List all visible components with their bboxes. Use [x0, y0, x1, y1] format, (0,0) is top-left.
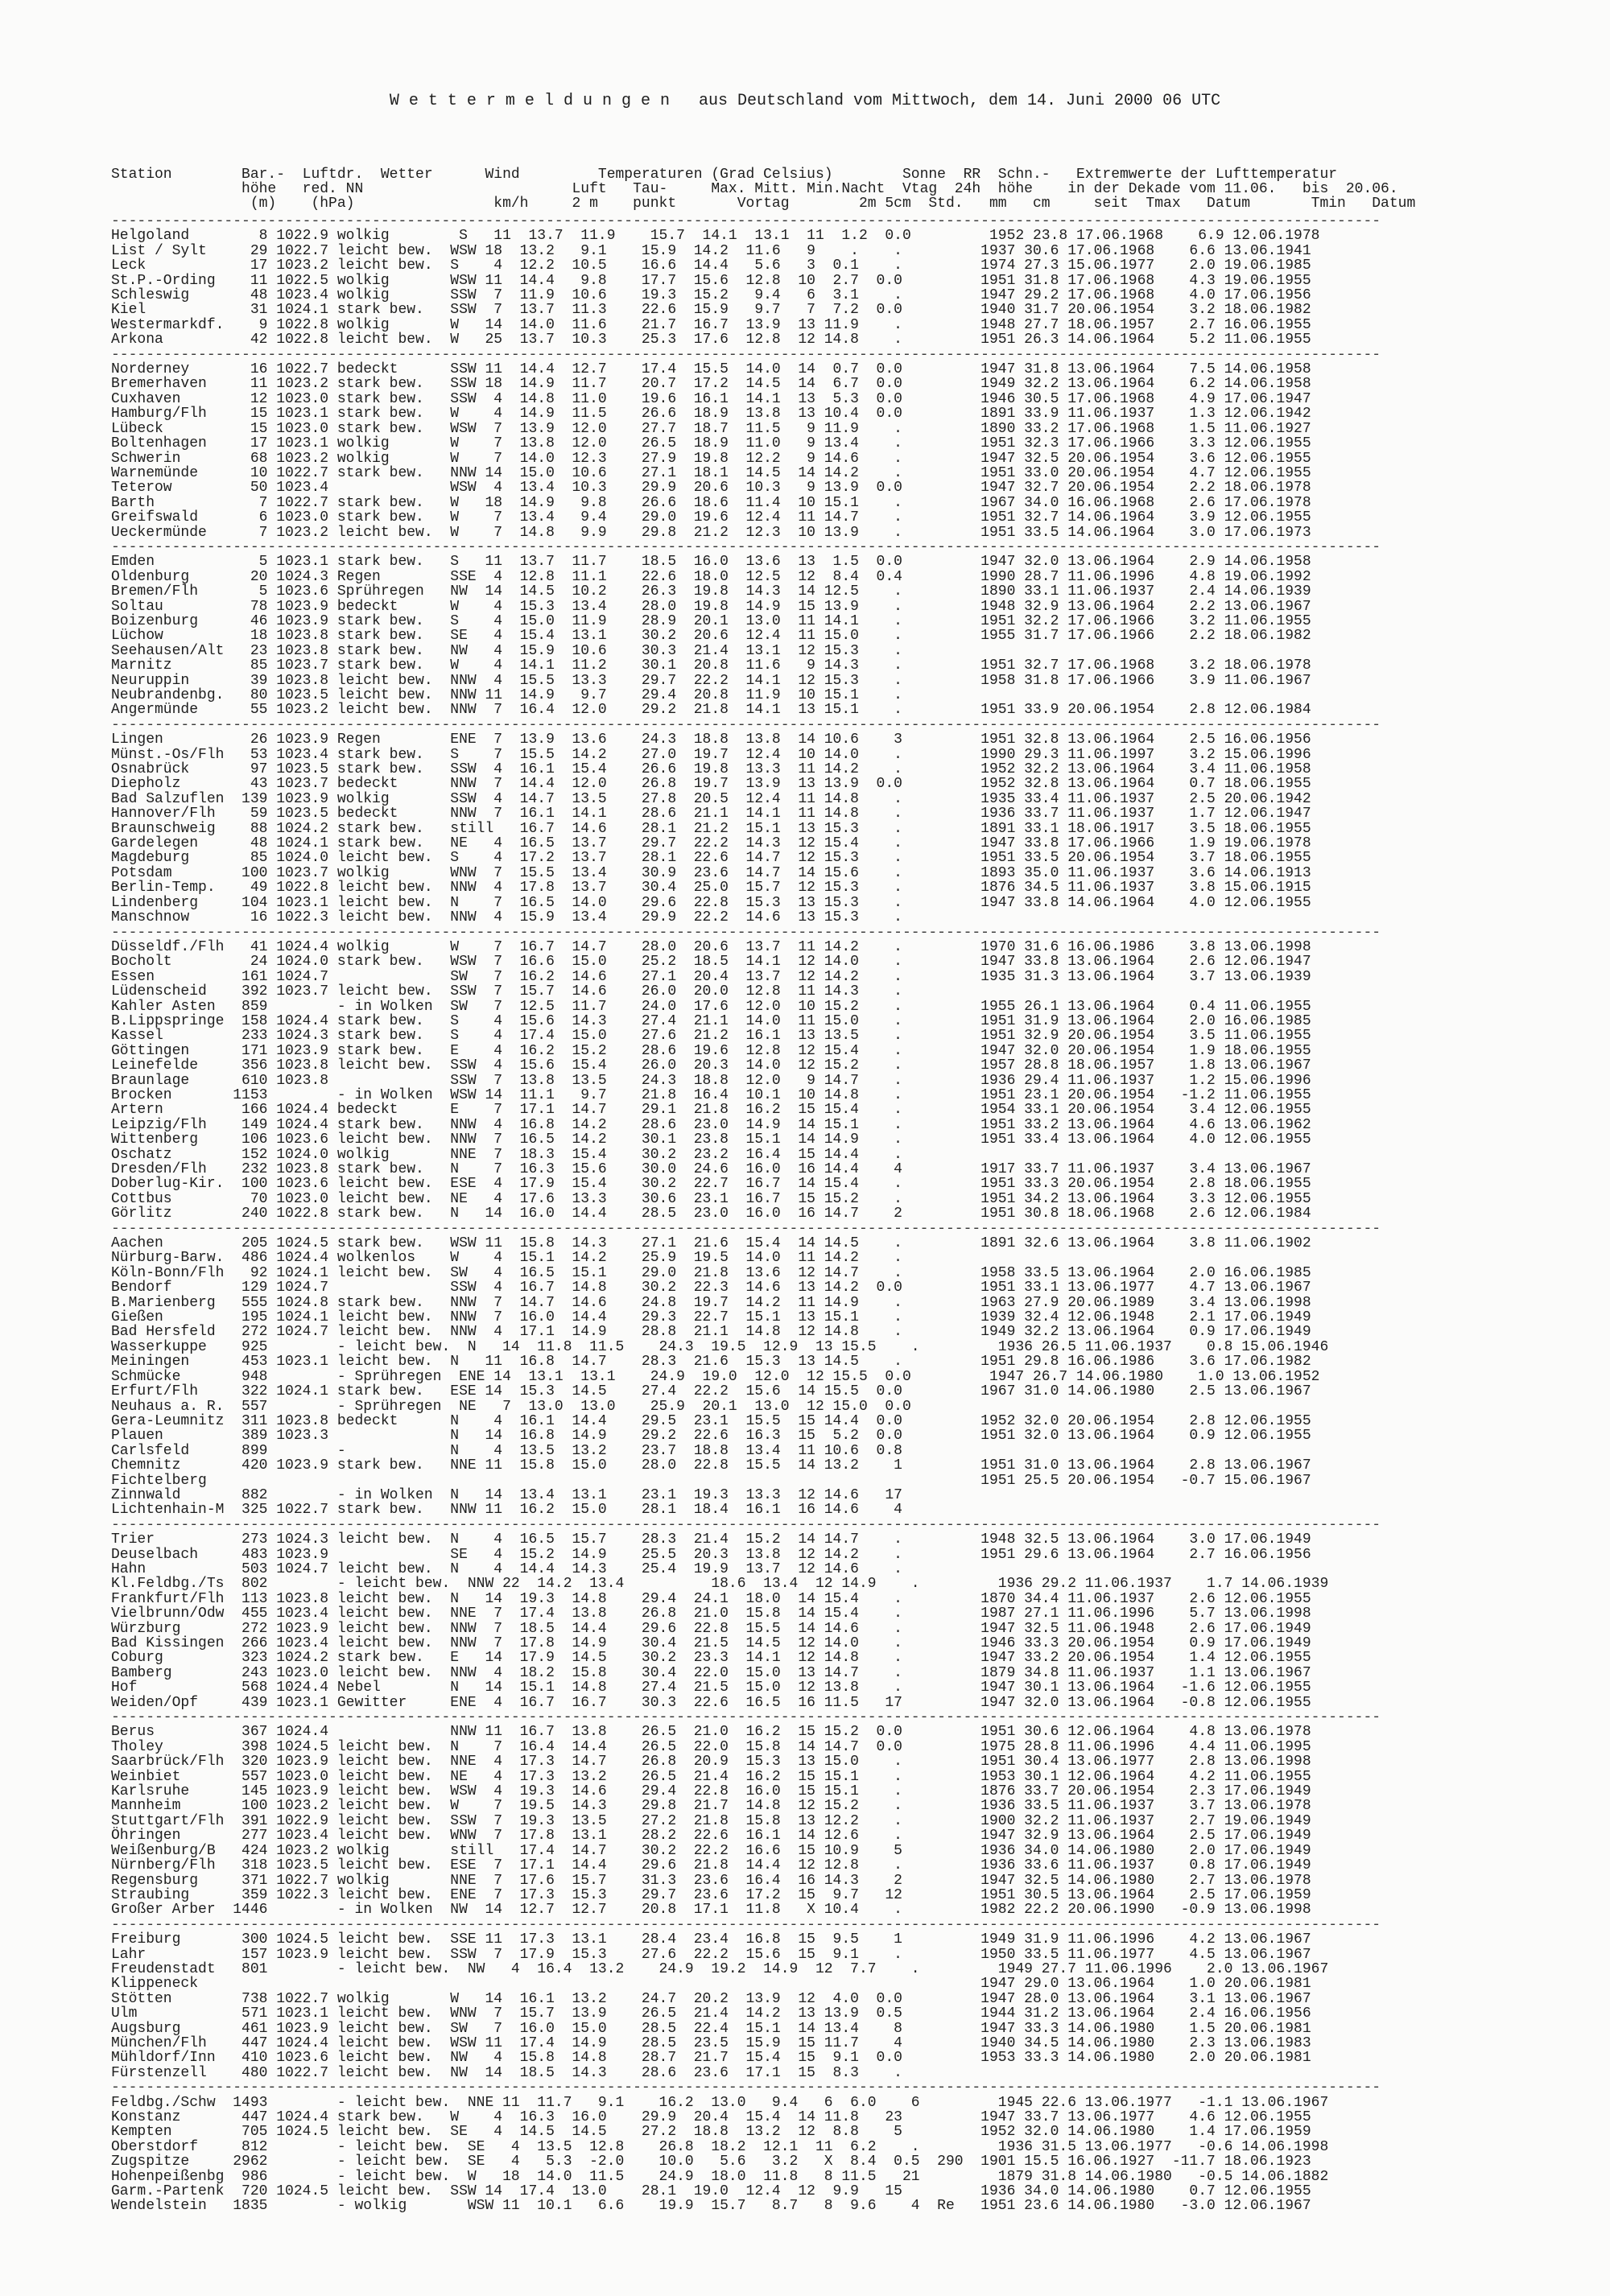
station-row: Chemnitz 420 1023.9 stark bew. NNE 11 15.8 15.0 28.0 22.8 15.5 14 13.2 1 1951 31.0 13.06.1964 2.8 13.06.1967: [111, 1457, 1311, 1474]
station-row: Weinbiet 557 1023.0 leicht bew. NE 4 17.3 13.2 26.5 21.4 16.2 15 15.1 . 1953 30.1 12.06.1964 4.2 11.06.1955: [111, 1768, 1311, 1785]
station-row: Leipzig/Flh 149 1024.4 stark bew. NNW 4 16.8 14.2 28.6 23.0 14.9 14 15.1 . 1951 33.2 13.06.1964 4.6 13.06.1962: [111, 1116, 1311, 1133]
station-row: Essen 161 1024.7 SW 7 16.2 14.6 27.1 20.4 13.7 12 14.2 . 1935 31.3 13.06.1964 3.7 13.06.1939: [111, 968, 1311, 985]
group-separator: --------------------------------------------------------------------------------------------------------------------------------------------------: [111, 1709, 1381, 1726]
station-row: Berus 367 1024.4 NNW 11 16.7 13.8 26.5 21.0 16.2 15 15.2 0.0 1951 30.6 12.06.1964 4.8 13.06.1978: [111, 1724, 1311, 1741]
station-row: Cottbus 70 1023.0 leicht bew. NE 4 17.6 13.3 30.6 23.1 16.7 15 15.2 . 1951 34.2 13.06.1964 3.3 12.06.1955: [111, 1190, 1311, 1207]
station-row: Weißenburg/B 424 1023.2 wolkig still 17.4 14.7 30.2 22.2 16.6 15 10.9 5 1936 34.0 14.06.1980 2.0 17.06.1949: [111, 1842, 1311, 1859]
station-row: Diepholz 43 1023.7 bedeckt NNW 7 14.4 12.0 26.8 19.7 13.9 13 13.9 0.0 1952 32.8 13.06.1964 0.7 18.06.1955: [111, 776, 1311, 793]
station-row: Teterow 50 1023.4 WSW 4 13.4 10.3 29.9 20.6 10.3 9 13.9 0.0 1947 32.7 20.06.1954 2.2 18.06.1978: [111, 480, 1311, 497]
station-row: Wittenberg 106 1023.6 leicht bew. NNW 7 16.5 14.2 30.1 23.8 15.1 14 14.9 . 1951 33.4 13.06.1964 4.0 12.06.1955: [111, 1132, 1311, 1148]
station-row: Lüchow 18 1023.8 stark bew. SE 4 15.4 13.1 30.2 20.6 12.4 11 15.0 . 1955 31.7 17.06.1966 2.2 18.06.1982: [111, 628, 1311, 645]
station-row: Köln-Bonn/Flh 92 1024.1 leicht bew. SW 4 16.5 15.1 29.0 21.8 13.6 12 14.7 . 1958 33.5 13.06.1964 2.0 16.06.1985: [111, 1264, 1311, 1281]
station-row: Nürburg-Barw. 486 1024.4 wolkenlos W 4 15.1 14.2 25.9 19.5 14.0 11 14.2 .: [111, 1250, 902, 1267]
station-row: Göttingen 171 1023.9 stark bew. E 4 16.2 15.2 28.6 19.6 12.8 12 15.4 . 1947 32.0 20.06.1954 1.9 18.06.1955: [111, 1042, 1311, 1059]
station-row: Lichtenhain-M 325 1022.7 stark bew. NNW 11 16.2 15.0 28.1 18.4 16.1 16 14.6 4: [111, 1502, 902, 1519]
station-row: Westermarkdf. 9 1022.8 wolkig W 14 14.0 11.6 21.7 16.7 13.9 13 11.9 . 1948 27.7 18.06.1957 2.7 16.06.1955: [111, 316, 1311, 333]
group-separator: --------------------------------------------------------------------------------------------------------------------------------------------------: [111, 924, 1381, 941]
station-row: Arkona 42 1022.8 leicht bew. W 25 13.7 10.3 25.3 17.6 12.8 12 14.8 . 1951 26.3 14.06.1964 5.2 11.06.1955: [111, 332, 1311, 348]
station-row: Soltau 78 1023.9 bedeckt W 4 15.3 13.4 28.0 19.8 14.9 15 13.9 . 1948 32.9 13.06.1964 2.2 13.06.1967: [111, 598, 1311, 615]
station-row: Plauen 389 1023.3 N 14 16.8 14.9 29.2 22.6 16.3 15 5.2 0.0 1951 32.0 13.06.1964 0.9 12.06.1955: [111, 1428, 1311, 1445]
station-row: Ulm 571 1023.1 leicht bew. WNW 7 15.7 13.9 26.5 21.4 14.2 13 13.9 0.5 1944 31.2 13.06.1964 2.4 16.06.1956: [111, 2005, 1311, 2022]
station-row: Nürnberg/Flh 318 1023.5 leicht bew. ESE 7 17.1 14.4 29.6 21.8 14.4 12 12.8 . 1936 33.6 11.06.1937 0.8 17.06.1949: [111, 1857, 1311, 1874]
station-row: Neubrandenbg. 80 1023.5 leicht bew. NNW 11 14.9 9.7 29.4 20.8 11.9 10 15.1 .: [111, 687, 902, 703]
station-row: Bad Hersfeld 272 1024.7 leicht bew. NNW 4 17.1 14.9 28.8 21.1 14.8 12 14.8 . 1949 32.2 13.06.1964 0.9 17.06.1949: [111, 1324, 1311, 1341]
station-row: Feldbg./Schw 1493 - leicht bew. NNE 11 11.7 9.1 16.2 13.0 9.4 6 6.0 6 1945 22.6 13.06.1977 -1.1 13.06.1967: [111, 2094, 1329, 2111]
station-row: Hof 568 1024.4 Nebel N 14 15.1 14.8 27.4 21.5 15.0 12 13.8 . 1947 30.1 13.06.1964 -1.6 12.06.1955: [111, 1680, 1311, 1696]
station-row: Bad Salzuflen 139 1023.9 wolkig SSW 4 14.7 13.5 27.8 20.5 12.4 11 14.8 . 1935 33.4 11.06.1937 2.5 20.06.1942: [111, 790, 1311, 807]
group-separator: --------------------------------------------------------------------------------------------------------------------------------------------------: [111, 1916, 1381, 1933]
station-row: Kl.Feldbg./Ts 802 - leicht bew. NNW 22 14.2 13.4 18.6 13.4 12 14.9 . 1936 29.2 11.06.1937 1.7 14.06.1939: [111, 1576, 1329, 1593]
station-group: [111, 362, 1592, 540]
station-row: Oschatz 152 1024.0 wolkig NNE 7 18.3 15.4 30.2 23.2 16.4 15 14.4 .: [111, 1146, 902, 1163]
station-row: Bamberg 243 1023.0 leicht bew. NNW 4 18.2 15.8 30.4 22.0 15.0 13 14.7 . 1879 34.8 11.06.1937 1.1 13.06.1967: [111, 1664, 1311, 1681]
station-group: [111, 2096, 1592, 2214]
station-row: Wasserkuppe 925 - leicht bew. N 14 11.8 11.5 24.3 19.5 12.9 13 15.5 . 1936 26.5 11.06.1937 0.8 15.06.1946: [111, 1338, 1329, 1355]
station-group: [111, 554, 1592, 717]
station-row: Zugspitze 2962 - leicht bew. SE 4 5.3 -2.0 10.0 5.6 3.2 X 8.4 0.5 290 1901 15.5 16.06.1927 -11.7 18.06.1923: [111, 2154, 1311, 2170]
station-row: München/Flh 447 1024.4 leicht bew. WSW 11 17.4 14.9 28.5 23.5 15.9 15 11.7 4 1940 34.5 14.06.1980 2.3 13.06.1983: [111, 2034, 1311, 2051]
report-title: W e t t e r m e l d u n g e n aus Deutschland vom Mittwoch, dem 14. Juni 2000 06 UTC: [389, 92, 1221, 110]
station-row: Manschnow 16 1022.3 leicht bew. NNW 4 15.9 13.4 29.9 22.2 14.6 13 15.3 .: [111, 909, 902, 926]
station-row: Bocholt 24 1024.0 stark bew. WSW 7 16.6 15.0 25.2 18.5 14.1 12 14.0 . 1947 33.8 13.06.1964 2.6 12.06.1947: [111, 954, 1311, 971]
station-row: Regensburg 371 1022.7 wolkig NNE 7 17.6 15.7 31.3 23.6 16.4 16 14.3 2 1947 32.5 14.06.1980 2.7 13.06.1978: [111, 1872, 1311, 1889]
station-row: Freiburg 300 1024.5 leicht bew. SSE 11 17.3 13.1 28.4 23.4 16.8 15 9.5 1 1949 31.9 11.06.1996 4.2 13.06.1967: [111, 1931, 1311, 1948]
station-row: Hohenpeißenbg 986 - leicht bew. W 18 14.0 11.5 24.9 18.0 11.8 8 11.5 21 1879 31.8 14.06.1980 -0.5 14.06.1882: [111, 2168, 1329, 2185]
station-row: Lahr 157 1023.9 leicht bew. SSW 7 17.9 15.3 27.6 22.2 15.6 15 9.1 . 1950 33.5 11.06.1977 4.5 13.06.1967: [111, 1946, 1311, 1963]
header-line-2: höhe red. NN Luft Tau- Max. Mitt. Min.Nacht Vtag 24h höhe in der Dekade vom 11.06. bis 20.06.: [111, 181, 1398, 197]
station-row: Neuruppin 39 1023.8 leicht bew. NNW 4 15.5 13.3 29.7 22.2 14.1 12 15.3 . 1958 31.8 17.06.1966 3.9 11.06.1967: [111, 672, 1311, 689]
station-groups: [111, 214, 1592, 2214]
station-row: Magdeburg 85 1024.0 leicht bew. S 4 17.2 13.7 28.1 22.6 14.7 12 15.3 . 1951 33.5 20.06.1954 3.7 18.06.1955: [111, 850, 1311, 867]
group-separator: --------------------------------------------------------------------------------------------------------------------------------------------------: [111, 1516, 1381, 1533]
station-row: Artern 166 1024.4 bedeckt E 7 17.1 14.7 29.1 21.8 16.2 15 15.4 . 1954 33.1 20.06.1954 3.4 12.06.1955: [111, 1102, 1311, 1119]
station-row: Großer Arber 1446 - in Wolken NW 14 12.7 12.7 20.8 17.1 11.8 X 10.4 . 1982 22.2 20.06.1990 -0.9 13.06.1998: [111, 1902, 1311, 1919]
station-row: Fichtelberg 1951 25.5 20.06.1954 -0.7 15.06.1967: [111, 1472, 1311, 1489]
station-row: Dresden/Flh 232 1023.8 stark bew. N 7 16.3 15.6 30.0 24.6 16.0 16 14.4 4 1917 33.7 11.06.1937 3.4 13.06.1967: [111, 1161, 1311, 1177]
station-row: Norderney 16 1022.7 bedeckt SSW 11 14.4 12.7 17.4 15.5 14.0 14 0.7 0.0 1947 31.8 13.06.1964 7.5 14.06.1958: [111, 361, 1311, 378]
group-separator: --------------------------------------------------------------------------------------------------------------------------------------------------: [111, 346, 1381, 363]
station-row: Leinefelde 356 1023.8 leicht bew. SSW 4 15.6 15.4 26.0 20.3 14.0 12 15.2 . 1957 28.8 18.06.1957 1.8 13.06.1967: [111, 1057, 1311, 1074]
station-row: Neuhaus a. R. 557 - Sprühregen NE 7 13.0 13.0 25.9 20.1 13.0 12 15.0 0.0: [111, 1398, 911, 1415]
station-row: Schleswig 48 1023.4 wolkig SSW 7 11.9 10.6 19.3 15.2 9.4 6 3.1 . 1947 29.2 17.06.1968 4.0 17.06.1956: [111, 287, 1311, 304]
station-row: Angermünde 55 1023.2 leicht bew. NNW 7 16.4 12.0 29.2 21.8 14.1 13 15.1 . 1951 33.9 20.06.1954 2.8 12.06.1984: [111, 702, 1311, 719]
station-row: Lindenberg 104 1023.1 leicht bew. N 7 16.5 14.0 29.6 22.8 15.3 13 15.3 . 1947 33.8 14.06.1964 4.0 12.06.1955: [111, 894, 1311, 911]
station-row: Kahler Asten 859 - in Wolken SW 7 12.5 11.7 24.0 17.6 12.0 10 15.2 . 1955 26.1 13.06.1964 0.4 11.06.1955: [111, 998, 1311, 1015]
station-row: Schmücke 948 - Sprühregen ENE 14 13.1 13.1 24.9 19.0 12.0 12 15.5 0.0 1947 26.7 14.06.1980 1.0 13.06.1952: [111, 1368, 1320, 1385]
station-row: Lüdenscheid 392 1023.7 leicht bew. SSW 7 15.7 14.6 26.0 20.0 12.8 11 14.3 .: [111, 983, 902, 1000]
station-group: [111, 1236, 1592, 1518]
station-row: Garm.-Partenk 720 1024.5 leicht bew. SSW 14 17.4 13.0 28.1 19.0 12.4 12 9.9 15 1936 34.0 14.06.1980 0.7 12.06.1955: [111, 2183, 1311, 2200]
station-row: Osnabrück 97 1023.5 stark bew. SSW 4 16.1 15.4 26.6 19.8 13.3 11 14.2 . 1952 32.2 13.06.1964 3.4 11.06.1958: [111, 761, 1311, 778]
station-row: Hahn 503 1024.7 leicht bew. N 4 14.4 14.3 25.4 19.9 13.7 12 14.6 .: [111, 1560, 902, 1577]
station-row: Straubing 359 1022.3 leicht bew. ENE 7 17.3 15.3 29.7 23.6 17.2 15 9.7 12 1951 30.5 13.06.1964 2.5 17.06.1959: [111, 1886, 1311, 1903]
station-row: Görlitz 240 1022.8 stark bew. N 14 16.0 14.4 28.5 23.0 16.0 16 14.7 2 1951 30.8 18.06.1968 2.6 12.06.1984: [111, 1206, 1311, 1222]
station-row: Kempten 705 1024.5 leicht bew. SE 4 14.5 14.5 27.2 18.8 13.2 12 8.8 5 1952 32.0 14.06.1980 1.4 17.06.1959: [111, 2124, 1311, 2141]
station-row: Saarbrück/Flh 320 1023.9 leicht bew. NNE 4 17.3 14.7 26.8 20.9 15.3 13 15.0 . 1951 30.4 13.06.1977 2.8 13.06.1998: [111, 1754, 1311, 1770]
station-row: Konstanz 447 1024.4 stark bew. W 4 16.3 16.0 29.9 20.4 15.4 14 11.8 23 1947 33.7 13.06.1977 4.6 12.06.1955: [111, 2109, 1311, 2125]
station-row: Kiel 31 1024.1 stark bew. SSW 7 13.7 11.3 22.6 15.9 9.7 7 7.2 0.0 1940 31.7 20.06.1954 3.2 18.06.1982: [111, 302, 1311, 319]
station-row: Deuselbach 483 1023.9 SE 4 15.2 14.9 25.5 20.3 13.8 12 14.2 . 1951 29.6 13.06.1964 2.7 16.06.1956: [111, 1546, 1311, 1563]
station-row: Barth 7 1022.7 stark bew. W 18 14.9 9.8 26.6 18.6 11.4 10 15.1 . 1967 34.0 16.06.1968 2.6 17.06.1978: [111, 494, 1311, 511]
station-row: Brocken 1153 - in Wolken WSW 14 11.1 9.7 21.8 16.4 10.1 10 14.8 . 1951 23.1 20.06.1954 -1.2 11.06.1955: [111, 1086, 1311, 1103]
station-row: Bendorf 129 1024.7 SSW 4 16.7 14.8 30.2 22.3 14.6 13 14.2 0.0 1951 33.1 13.06.1977 4.7 13.06.1967: [111, 1280, 1311, 1296]
station-row: Weiden/Opf 439 1023.1 Gewitter ENE 4 16.7 16.7 30.3 22.6 16.5 16 11.5 17 1947 32.0 13.06.1964 -0.8 12.06.1955: [111, 1694, 1311, 1711]
station-row: Tholey 398 1024.5 leicht bew. N 7 16.4 14.4 26.5 22.0 15.8 14 14.7 0.0 1975 28.8 11.06.1996 4.4 11.06.1995: [111, 1738, 1311, 1755]
station-row: Wendelstein 1835 - wolkig WSW 11 10.1 6.6 19.9 15.7 8.7 8 9.6 4 Re 1951 23.6 14.06.1980 -3.0 12.06.1967: [111, 2198, 1311, 2215]
station-group: [111, 1932, 1592, 2080]
header-line-1: Station Bar.- Luftdr. Wetter Wind Temperaturen (Grad Celsius) Sonne RR Schn.- Extremwerte der Lufttemperatur: [111, 167, 1338, 183]
station-row: Leck 17 1023.2 leicht bew. S 4 12.2 10.5 16.6 14.4 5.6 3 0.1 . 1974 27.3 15.06.1977 2.0 19.06.1985: [111, 258, 1311, 274]
station-row: Oberstdorf 812 - leicht bew. SE 4 13.5 12.8 26.8 18.2 12.1 11 6.2 . 1936 31.5 13.06.1977 -0.6 14.06.1998: [111, 2138, 1329, 2155]
station-row: Schwerin 68 1023.2 wolkig W 7 14.0 12.3 27.9 19.8 12.2 9 14.6 . 1947 32.5 20.06.1954 3.6 12.06.1955: [111, 450, 1311, 467]
station-row: Cuxhaven 12 1023.0 stark bew. SSW 4 14.8 11.0 19.6 16.1 14.1 13 5.3 0.0 1946 30.5 17.06.1968 4.9 17.06.1947: [111, 390, 1311, 407]
station-row: Mühldorf/Inn 410 1023.6 leicht bew. NW 4 15.8 14.8 28.7 21.7 15.4 15 9.1 0.0 1953 33.3 14.06.1980 2.0 20.06.1981: [111, 2050, 1311, 2067]
station-row: Vielbrunn/Odw 455 1023.4 leicht bew. NNE 7 17.4 13.8 26.8 21.0 15.8 14 15.4 . 1987 27.1 11.06.1996 5.7 13.06.1998: [111, 1606, 1311, 1622]
group-separator: --------------------------------------------------------------------------------------------------------------------------------------------------: [111, 538, 1381, 555]
station-row: Fürstenzell 480 1022.7 leicht bew. NW 14 18.5 14.3 28.6 23.6 17.1 15 8.3 .: [111, 2064, 902, 2081]
station-row: Emden 5 1023.1 stark bew. S 11 13.7 11.7 18.5 16.0 13.6 13 1.5 0.0 1947 32.0 13.06.1964 2.9 14.06.1958: [111, 554, 1311, 571]
station-row: Carlsfeld 899 - N 4 13.5 13.2 23.7 18.8 13.4 11 10.6 0.8: [111, 1442, 902, 1459]
station-group: [111, 1532, 1592, 1710]
group-separator: --------------------------------------------------------------------------------------------------------------------------------------------------: [111, 2080, 1381, 2096]
station-row: Boltenhagen 17 1023.1 wolkig W 7 13.8 12.0 26.5 18.9 11.0 9 13.4 . 1951 32.3 17.06.1966 3.3 12.06.1955: [111, 435, 1311, 452]
station-row: Bremerhaven 11 1023.2 stark bew. SSW 18 14.9 11.7 20.7 17.2 14.5 14 6.7 0.0 1949 32.2 13.06.1964 6.2 14.06.1958: [111, 376, 1311, 393]
group-separator: --------------------------------------------------------------------------------------------------------------------------------------------------: [111, 716, 1381, 733]
station-row: Aachen 205 1024.5 stark bew. WSW 11 15.8 14.3 27.1 21.6 15.4 14 14.5 . 1891 32.6 13.06.1964 3.8 11.06.1902: [111, 1235, 1311, 1252]
station-row: Frankfurt/Flh 113 1023.8 leicht bew. N 14 19.3 14.8 29.4 24.1 18.0 14 15.4 . 1870 34.4 11.06.1937 2.6 12.06.1955: [111, 1590, 1311, 1607]
station-row: Seehausen/Alt 23 1023.8 stark bew. NW 4 15.9 10.6 30.3 21.4 13.1 12 15.3 .: [111, 642, 902, 659]
station-row: Oldenburg 20 1024.3 Regen SSE 4 12.8 11.1 22.6 18.0 12.5 12 8.4 0.4 1990 28.7 11.06.1996 4.8 19.06.1992: [111, 568, 1311, 585]
station-row: B.Lippspringe 158 1024.4 stark bew. S 4 15.6 14.3 27.4 21.1 14.0 11 15.0 . 1951 31.9 13.06.1964 2.0 16.06.1985: [111, 1012, 1311, 1029]
station-row: Doberlug-Kir. 100 1023.6 leicht bew. ESE 4 17.9 15.4 30.2 22.7 16.7 14 15.4 . 1951 33.3 20.06.1954 2.8 18.06.1955: [111, 1176, 1311, 1193]
station-group: [111, 732, 1592, 925]
station-row: Stuttgart/Flh 391 1022.9 leicht bew. SSW 7 19.3 13.5 27.2 21.8 15.8 13 12.2 . 1900 32.2 11.06.1937 2.7 19.06.1949: [111, 1812, 1311, 1829]
station-row: Braunlage 610 1023.8 SSW 7 13.8 13.5 24.3 18.8 12.0 9 14.7 . 1936 29.4 11.06.1937 1.2 15.06.1996: [111, 1072, 1311, 1089]
station-row: B.Marienberg 555 1024.8 stark bew. NNW 7 14.7 14.6 24.8 19.7 14.2 11 14.9 . 1963 27.9 20.06.1989 3.4 13.06.1998: [111, 1294, 1311, 1311]
station-row: Mannheim 100 1023.2 leicht bew. W 7 19.5 14.3 29.8 21.7 14.8 12 15.2 . 1936 33.5 11.06.1937 3.7 13.06.1978: [111, 1798, 1311, 1815]
station-row: Freudenstadt 801 - leicht bew. NW 4 16.4 13.2 24.9 19.2 14.9 12 7.7 . 1949 27.7 11.06.1996 2.0 13.06.1967: [111, 1960, 1329, 1977]
station-row: Erfurt/Flh 322 1024.1 stark bew. ESE 14 15.3 14.5 27.4 22.2 15.6 14 15.5 0.0 1967 31.0 14.06.1980 2.5 13.06.1967: [111, 1383, 1311, 1400]
header-line-3: (m) (hPa) km/h 2 m punkt Vortag 2m 5cm Std. mm cm seit Tmax Datum Tmin Datum: [111, 196, 1416, 212]
station-row: Stötten 738 1022.7 wolkig W 14 16.1 13.2 24.7 20.2 13.9 12 4.0 0.0 1947 28.0 13.06.1964 3.1 13.06.1967: [111, 1990, 1311, 2007]
station-row: Klippeneck 1947 29.0 13.06.1964 1.0 20.06.1981: [111, 1976, 1311, 1993]
station-row: Greifswald 6 1023.0 stark bew. W 7 13.4 9.4 29.0 19.6 12.4 11 14.7 . 1951 32.7 14.06.1964 3.9 12.06.1955: [111, 509, 1311, 526]
station-row: Bad Kissingen 266 1023.4 leicht bew. NNW 7 17.8 14.9 30.4 21.5 14.5 12 14.0 . 1946 33.3 20.06.1954 0.9 17.06.1949: [111, 1635, 1311, 1651]
station-row: Braunschweig 88 1024.2 stark bew. still 16.7 14.6 28.1 21.2 15.1 13 15.3 . 1891 33.1 18.06.1917 3.5 18.06.1955: [111, 820, 1311, 837]
station-row: Öhringen 277 1023.4 leicht bew. WNW 7 17.8 13.1 28.2 22.6 16.1 14 12.6 . 1947 32.9 13.06.1964 2.5 17.06.1949: [111, 1828, 1311, 1845]
station-row: Boizenburg 46 1023.9 stark bew. S 4 15.0 11.9 28.9 20.1 13.0 11 14.1 . 1951 32.2 17.06.1966 3.2 11.06.1955: [111, 612, 1311, 629]
group-separator: --------------------------------------------------------------------------------------------------------------------------------------------------: [111, 1220, 1381, 1237]
station-row: Düsseldf./Flh 41 1024.4 wolkig W 7 16.7 14.7 28.0 20.6 13.7 11 14.2 . 1970 31.6 16.06.1986 3.8 13.06.1998: [111, 938, 1311, 955]
station-row: Berlin-Temp. 49 1022.8 leicht bew. NNW 4 17.8 13.7 30.4 25.0 15.7 12 15.3 . 1876 34.5 11.06.1937 3.8 15.06.1915: [111, 880, 1311, 897]
station-row: Helgoland 8 1022.9 wolkig S 11 13.7 11.9 15.7 14.1 13.1 11 1.2 0.0 1952 23.8 17.06.1968 6.9 12.06.1978: [111, 228, 1320, 245]
station-row: Würzburg 272 1023.9 leicht bew. NNW 7 18.5 14.4 29.6 22.8 15.5 14 14.6 . 1947 32.5 11.06.1948 2.6 17.06.1949: [111, 1620, 1311, 1637]
station-row: Lingen 26 1023.9 Regen ENE 7 13.9 13.6 24.3 18.8 13.8 14 10.6 3 1951 32.8 13.06.1964 2.5 16.06.1956: [111, 732, 1311, 748]
station-row: Bremen/Flh 5 1023.6 Sprühregen NW 14 14.5 10.2 26.3 19.8 14.3 14 12.5 . 1890 33.1 11.06.1937 2.4 14.06.1939: [111, 583, 1311, 600]
station-row: Zinnwald 882 - in Wolken N 14 13.4 13.1 23.1 19.3 13.3 12 14.6 17: [111, 1486, 902, 1503]
station-row: Kassel 233 1024.3 stark bew. S 4 17.4 15.0 27.6 21.2 16.1 13 13.5 . 1951 32.9 20.06.1954 3.5 11.06.1955: [111, 1028, 1311, 1045]
station-row: Hannover/Flh 59 1023.5 bedeckt NNW 7 16.1 14.1 28.6 21.1 14.1 11 14.8 . 1936 33.7 11.06.1937 1.7 12.06.1947: [111, 806, 1311, 822]
station-row: Coburg 323 1024.2 stark bew. E 14 17.9 14.5 30.2 23.3 14.1 12 14.8 . 1947 33.2 20.06.1954 1.4 12.06.1955: [111, 1650, 1311, 1667]
station-row: Lübeck 15 1023.0 stark bew. WSW 7 13.9 12.0 27.7 18.7 11.5 9 11.9 . 1890 33.2 17.06.1968 1.5 11.06.1927: [111, 420, 1311, 437]
column-header: [111, 167, 1592, 211]
station-group: [111, 1725, 1592, 1917]
station-row: Karlsruhe 145 1023.9 leicht bew. WSW 4 19.3 14.6 29.4 22.8 16.0 15 15.1 . 1876 33.7 20.06.1954 2.3 17.06.1949: [111, 1783, 1311, 1800]
station-row: Gardelegen 48 1024.1 stark bew. NE 4 16.5 13.7 29.7 22.2 14.3 12 15.4 . 1947 33.8 17.06.1966 1.9 19.06.1978: [111, 835, 1311, 852]
station-row: Hamburg/Flh 15 1023.1 stark bew. W 4 14.9 11.5 26.6 18.9 13.8 13 10.4 0.0 1891 33.9 11.06.1937 1.3 12.06.1942: [111, 406, 1311, 423]
station-row: St.P.-Ording 11 1022.5 wolkig WSW 11 14.4 9.8 17.7 15.6 12.8 10 2.7 0.0 1951 31.8 17.06.1968 4.3 19.06.1955: [111, 272, 1311, 289]
station-row: Warnemünde 10 1022.7 stark bew. NNW 14 15.0 10.6 27.1 18.1 14.5 14 14.2 . 1951 33.0 20.06.1954 4.7 12.06.1955: [111, 464, 1311, 481]
station-row: Augsburg 461 1023.9 leicht bew. SW 7 16.0 15.0 28.5 22.4 15.1 14 13.4 8 1947 33.3 14.06.1980 1.5 20.06.1981: [111, 2020, 1311, 2037]
station-row: Potsdam 100 1023.7 wolkig WNW 7 15.5 13.4 30.9 23.6 14.7 14 15.6 . 1893 35.0 11.06.1937 3.6 14.06.1913: [111, 864, 1311, 881]
station-row: Meiningen 453 1023.1 leicht bew. N 11 16.8 14.7 28.3 21.6 15.3 13 14.5 . 1951 29.8 16.06.1986 3.6 17.06.1982: [111, 1354, 1311, 1371]
station-row: Marnitz 85 1023.7 stark bew. W 4 14.1 11.2 30.1 20.8 11.6 9 14.3 . 1951 32.7 17.06.1968 3.2 18.06.1978: [111, 657, 1311, 674]
group-separator: --------------------------------------------------------------------------------------------------------------------------------------------------: [111, 213, 1381, 229]
station-group: [111, 940, 1592, 1222]
station-row: Ueckermünde 7 1023.2 leicht bew. W 7 14.8 9.9 29.8 21.2 12.3 10 13.9 . 1951 33.5 14.06.1964 3.0 17.06.1973: [111, 524, 1311, 541]
station-row: Gießen 195 1024.1 leicht bew. NNW 7 16.0 14.4 29.3 22.7 15.1 13 15.1 . 1939 32.4 12.06.1948 2.1 17.06.1949: [111, 1309, 1311, 1326]
station-row: Münst.-Os/Flh 53 1023.4 stark bew. S 7 15.5 14.2 27.0 19.7 12.4 10 14.0 . 1990 29.3 11.06.1997 3.2 15.06.1996: [111, 746, 1311, 763]
station-row: Trier 273 1024.3 leicht bew. N 4 16.5 15.7 28.3 21.4 15.2 14 14.7 . 1948 32.5 13.06.1964 3.0 17.06.1949: [111, 1531, 1311, 1548]
station-group: [111, 229, 1592, 347]
report-table: [111, 167, 1592, 2214]
station-row: List / Sylt 29 1022.7 leicht bew. WSW 18 13.2 9.1 15.9 14.2 11.6 9 . . 1937 30.6 17.06.1968 6.6 13.06.1941: [111, 242, 1311, 259]
station-row: Gera-Leumnitz 311 1023.8 bedeckt N 4 16.1 14.4 29.5 23.1 15.5 15 14.4 0.0 1952 32.0 20.06.1954 2.8 12.06.1955: [111, 1412, 1311, 1429]
